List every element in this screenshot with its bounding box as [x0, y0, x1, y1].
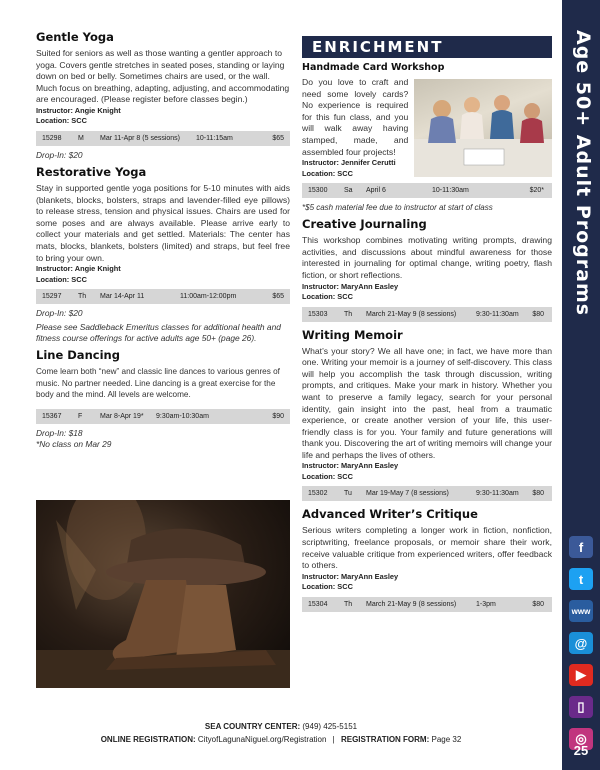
course-time: 9:30-11:30am [476, 490, 519, 498]
footer-center-phone: (949) 425-5151 [300, 722, 358, 731]
course-code: 15304 [308, 600, 328, 608]
course-fee: $65 [272, 293, 284, 301]
youtube-icon[interactable]: ▶ [569, 664, 593, 686]
card-workshop-fee-note: *$5 cash material fee due to instructor at start of class [302, 203, 493, 213]
course-fee: $20* [529, 187, 544, 195]
footer-registration [0, 735, 562, 744]
writing-memoir-title: Writing Memoir [302, 327, 403, 342]
course-code: 15302 [308, 490, 328, 498]
course-time: 9:30am-10:30am [156, 412, 209, 420]
gentle-yoga-title: Gentle Yoga [36, 30, 114, 44]
course-day: Tu [344, 490, 352, 498]
writers-critique-instructor: Instructor: MaryAnn Easley [302, 571, 399, 581]
writing-memoir-desc: What’s your story? We all have one; in fact, we have more than one. Writing your memoir is a journey of self-discovery. This class will help you accomplish the task through discussion, writing prompts, and critiques. Make your mark in history. Whether you want to preserve a family legacy, search for your personal identity, gain insight into the past, heal from a traumatic experience, or create another version of your life, this user-friendly class is for you. Your family and future generations will thank you. Discovering the art of writing memoirs will change your life and perhaps the lives of others. [302, 345, 552, 460]
course-time: 11:00am-12:00pm [180, 293, 237, 301]
left-column [36, 30, 290, 450]
footer-online-link[interactable]: CityofLagunaNiguel.org/Registration [195, 735, 327, 744]
gentle-yoga-desc: Suited for seniors as well as those wanting a gentler approach to yoga. Covers gentle stretches in seated poses, standing or laying down on bed or belly. Sometimes chairs are used, or the wall. Much focus on breathing, adapting, adjusting, and accommodating are encouraged. (Please register before classes begin.) [36, 48, 290, 105]
gentle-yoga-row[interactable] [36, 131, 290, 146]
card-workshop-desc: Do you love to craft and need some lovely cards? No experience is required for this fun class, and you will walk away having stamped, made, and assembled four projects! [302, 77, 409, 157]
writing-memoir-location: Location: SCC [302, 471, 353, 481]
course-day: Th [344, 310, 353, 318]
footer-online-label: ONLINE REGISTRATION: [100, 735, 196, 744]
writers-critique-desc: Serious writers completing a longer work in fiction, nonfiction, scriptwriting, freelance proposals, or memoir share their work, receive valuable critique from experienced writers, offer feedback to others. [302, 525, 552, 571]
gentle-yoga-instructor: Instructor: Angie Knight [36, 105, 121, 115]
course-dates: March 21-May 9 (8 sessions) [366, 600, 457, 608]
gentle-yoga-location: Location: SCC [36, 116, 87, 126]
writing-memoir-instructor: Instructor: MaryAnn Easley [302, 461, 399, 471]
emeritus-note: Please see Saddleback Emeritus classes for additional health and fitness course offerings for active adults age 50+ (page 26). [36, 322, 281, 344]
line-dancing-desc: Come learn both “new” and classic line dances to various genres of music. No partner needed. Line dancing is a great exercise for the body and the mind. All levels are welcome. [36, 367, 280, 400]
enrichment-header: ENRICHMENT [302, 36, 552, 58]
creative-journaling-instructor: Instructor: MaryAnn Easley [302, 281, 399, 291]
writers-critique-location: Location: SCC [302, 582, 353, 592]
writers-critique-title: Advanced Writer’s Critique [302, 507, 478, 522]
course-time: 9:30-11:30am [476, 310, 519, 318]
web-icon[interactable]: www [569, 600, 593, 622]
course-day: F [78, 412, 83, 420]
workshop-people-illustration [414, 79, 552, 177]
boots-illustration [36, 500, 290, 688]
course-day: Th [78, 293, 87, 301]
sidebar-title: Age 50+ Adult Programs [572, 30, 594, 317]
course-fee: $65 [272, 134, 284, 142]
card-workshop-title: Handmade Card Workshop [302, 62, 445, 73]
phone-icon[interactable]: ▯ [569, 696, 593, 718]
twitter-icon[interactable]: t [569, 568, 593, 590]
course-dates: March 21-May 9 (8 sessions) [366, 310, 457, 318]
creative-journaling-title: Creative Journaling [302, 217, 427, 232]
course-code: 15367 [42, 412, 62, 420]
course-code: 15300 [308, 187, 328, 195]
line-dancing-dropin: Drop-In: $18 [36, 427, 83, 438]
course-fee: $90 [272, 412, 284, 420]
footer-form-label: REGISTRATION FORM: [340, 735, 430, 744]
course-code: 15298 [42, 134, 62, 142]
footer-separator: | [332, 735, 335, 744]
cowboy-boots-photo [36, 500, 290, 688]
course-fee: $80 [532, 490, 544, 498]
card-workshop-photo [414, 79, 552, 177]
course-day: Sa [344, 187, 353, 195]
page-number: 25 [573, 743, 589, 758]
course-code: 15297 [42, 293, 62, 301]
course-fee: $80 [532, 310, 544, 318]
footer-form-page: Page 32 [429, 735, 462, 744]
instagram-icon[interactable]: ◎ [569, 728, 593, 750]
line-dancing-row[interactable] [36, 409, 290, 424]
sidebar [562, 0, 600, 770]
restorative-yoga-location: Location: SCC [36, 274, 87, 284]
creative-journaling-location: Location: SCC [302, 292, 353, 302]
course-time: 10-11:30am [432, 187, 469, 195]
footer-center-label: SEA COUNTRY CENTER: [204, 722, 301, 731]
restorative-yoga-instructor: Instructor: Angie Knight [36, 264, 121, 274]
creative-journaling-desc: This workshop combines motivating writing prompts, drawing activities, and discussions about mindful awareness for those interested in journaling for optimal change, writing poetry, flash fiction, or short reflections. [302, 235, 552, 280]
creative-journaling-row[interactable] [302, 307, 552, 322]
email-icon[interactable]: @ [569, 632, 593, 654]
writers-critique-row[interactable] [302, 597, 552, 612]
restorative-yoga-dropin: Drop-In: $20 [36, 308, 83, 319]
right-column [302, 36, 552, 616]
course-code: 15303 [308, 310, 328, 318]
course-dates: Mar 8-Apr 19* [100, 412, 144, 420]
course-day: M [78, 134, 84, 142]
course-dates: Mar 19-May 7 (8 sessions) [366, 490, 449, 498]
course-day: Th [344, 600, 353, 608]
course-time: 1-3pm [476, 600, 496, 608]
course-dates: Mar 14-Apr 11 [100, 293, 145, 301]
course-time: 10-11:15am [196, 134, 233, 142]
course-dates: Mar 11-Apr 8 (5 sessions) [100, 134, 181, 142]
gentle-yoga-dropin: Drop-In: $20 [36, 149, 83, 160]
line-dancing-noclass: *No class on Mar 29 [36, 438, 112, 449]
facebook-icon[interactable]: f [569, 536, 593, 558]
restorative-yoga-row[interactable] [36, 289, 290, 304]
line-dancing-title: Line Dancing [36, 348, 120, 363]
card-workshop-instructor: Instructor: Jennifer Cerutti [302, 158, 396, 168]
card-workshop-location: Location: SCC [302, 168, 353, 178]
footer-phone [0, 722, 562, 731]
restorative-yoga-desc: Stay in supported gentle yoga positions for 5-10 minutes with aids (blankets, blocks, bolsters, straps and lavender-filled eye pillows) to release stress, tension and physical issues. Chairs are used for some poses and are always available. Please arrive early to collect your materials and get settled. Materials: The center has mats, blocks, blankets, bolsters (limited) and straps, but feel free to bring your own. [36, 182, 290, 263]
writing-memoir-row[interactable] [302, 486, 552, 501]
restorative-yoga-title: Restorative Yoga [36, 164, 147, 179]
course-fee: $80 [532, 600, 544, 608]
card-workshop-row[interactable] [302, 183, 552, 198]
course-dates: April 6 [366, 187, 386, 195]
